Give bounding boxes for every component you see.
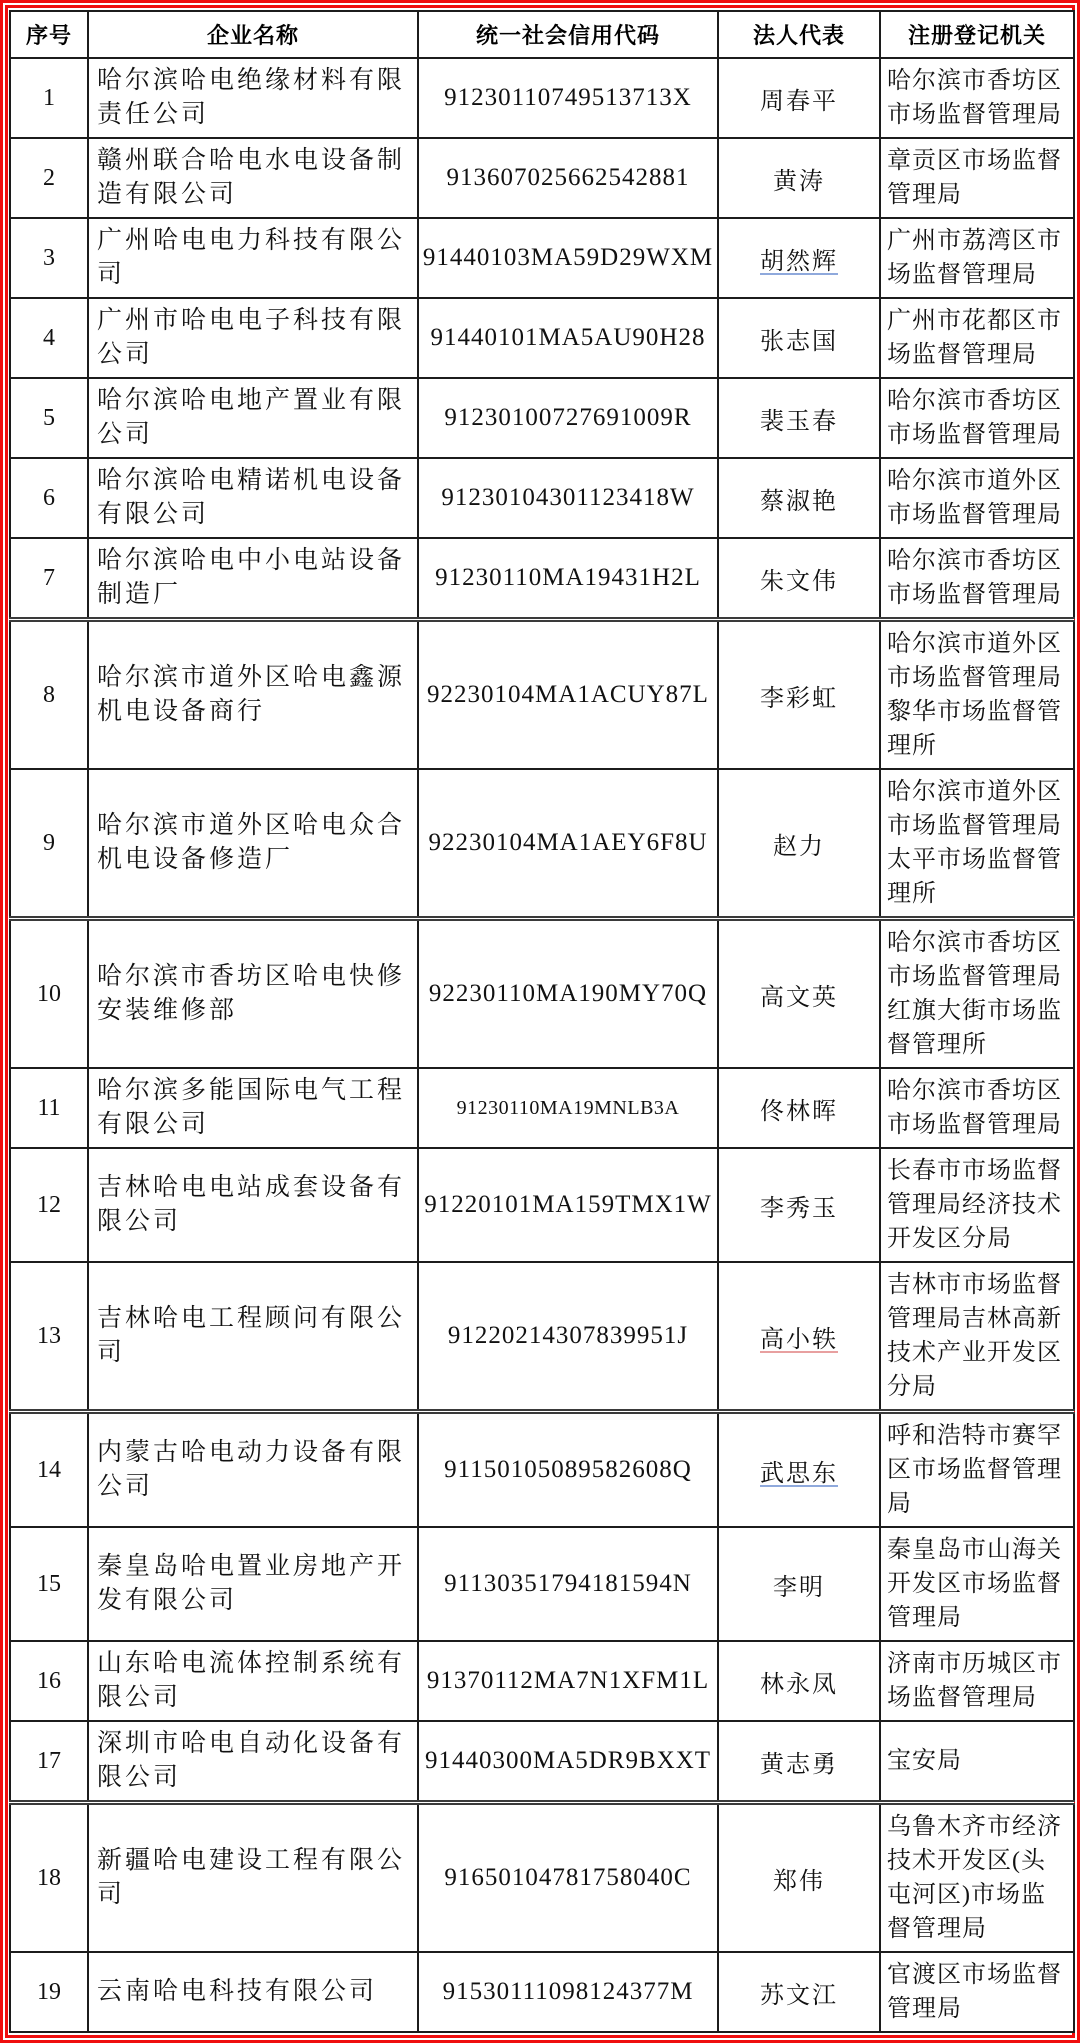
legal-rep-cell: 胡然辉	[718, 218, 880, 298]
serial-cell: 15	[10, 1527, 88, 1641]
authority-cell: 宝安局	[880, 1721, 1074, 1803]
legal-rep-cell: 高文英	[718, 919, 880, 1069]
authority-cell: 哈尔滨市香坊区市场监督管理局	[880, 378, 1074, 458]
header-row	[10, 11, 1074, 58]
company-name-cell: 新疆哈电建设工程有限公司	[88, 1803, 418, 1953]
table-row	[10, 1803, 1074, 1953]
credit-code-cell: 91440300MA5DR9BXXT	[418, 1721, 718, 1803]
company-name-cell: 广州哈电电力科技有限公司	[88, 218, 418, 298]
table-row	[10, 1412, 1074, 1528]
serial-cell: 10	[10, 919, 88, 1069]
header-serial: 序号	[10, 11, 88, 58]
legal-rep-cell: 张志国	[718, 298, 880, 378]
credit-code-cell: 91220101MA159TMX1W	[418, 1148, 718, 1262]
legal-rep-cell: 佟林晖	[718, 1068, 880, 1148]
credit-code-cell: 91230110MA19MNLB3A	[418, 1068, 718, 1148]
company-registry-table	[9, 10, 1075, 2033]
credit-code-cell: 91150105089582608Q	[418, 1412, 718, 1528]
authority-cell: 吉林市市场监督管理局吉林高新技术产业开发区分局	[880, 1262, 1074, 1412]
company-name-cell: 哈尔滨市道外区哈电众合机电设备修造厂	[88, 769, 418, 919]
table-row	[10, 378, 1074, 458]
header-authority: 注册登记机关	[880, 11, 1074, 58]
legal-rep-cell: 裴玉春	[718, 378, 880, 458]
legal-rep-cell: 黄志勇	[718, 1721, 880, 1803]
legal-rep-cell: 高小轶	[718, 1262, 880, 1412]
company-name-cell: 哈尔滨哈电地产置业有限公司	[88, 378, 418, 458]
authority-cell: 哈尔滨市道外区市场监督管理局太平市场监督管理所	[880, 769, 1074, 919]
serial-cell: 4	[10, 298, 88, 378]
authority-cell: 哈尔滨市香坊区市场监督管理局	[880, 538, 1074, 620]
serial-cell: 2	[10, 138, 88, 218]
company-name-cell: 赣州联合哈电水电设备制造有限公司	[88, 138, 418, 218]
company-name-cell: 哈尔滨多能国际电气工程有限公司	[88, 1068, 418, 1148]
serial-cell: 19	[10, 1952, 88, 2032]
table-row	[10, 1068, 1074, 1148]
serial-cell: 16	[10, 1641, 88, 1721]
legal-rep-cell: 周春平	[718, 58, 880, 138]
authority-cell: 章贡区市场监督管理局	[880, 138, 1074, 218]
credit-code-cell: 92230104MA1ACUY87L	[418, 620, 718, 770]
company-name-cell: 内蒙古哈电动力设备有限公司	[88, 1412, 418, 1528]
authority-cell: 哈尔滨市道外区市场监督管理局	[880, 458, 1074, 538]
company-name-cell: 哈尔滨哈电中小电站设备制造厂	[88, 538, 418, 620]
credit-code-cell: 91230110MA19431H2L	[418, 538, 718, 620]
table-row	[10, 769, 1074, 919]
serial-cell: 9	[10, 769, 88, 919]
serial-cell: 7	[10, 538, 88, 620]
credit-code-cell: 91230110749513713X	[418, 58, 718, 138]
serial-cell: 14	[10, 1412, 88, 1528]
company-name-cell: 哈尔滨哈电精诺机电设备有限公司	[88, 458, 418, 538]
legal-rep-cell: 郑伟	[718, 1803, 880, 1953]
legal-rep-cell: 李彩虹	[718, 620, 880, 770]
table-header	[10, 11, 1074, 58]
authority-cell: 哈尔滨市香坊区市场监督管理局	[880, 58, 1074, 138]
legal-rep-cell: 赵力	[718, 769, 880, 919]
table-row	[10, 1641, 1074, 1721]
table-row	[10, 218, 1074, 298]
table-row	[10, 298, 1074, 378]
credit-code-cell: 92230104MA1AEY6F8U	[418, 769, 718, 919]
company-name-cell: 哈尔滨市道外区哈电鑫源机电设备商行	[88, 620, 418, 770]
company-name-cell: 哈尔滨哈电绝缘材料有限责任公司	[88, 58, 418, 138]
legal-rep-cell: 李秀玉	[718, 1148, 880, 1262]
table-row	[10, 1148, 1074, 1262]
company-name-cell: 深圳市哈电自动化设备有限公司	[88, 1721, 418, 1803]
table-row	[10, 138, 1074, 218]
serial-cell: 18	[10, 1803, 88, 1953]
legal-rep-cell: 黄涛	[718, 138, 880, 218]
authority-cell: 哈尔滨市香坊区市场监督管理局红旗大街市场监督管理所	[880, 919, 1074, 1069]
authority-cell: 官渡区市场监督管理局	[880, 1952, 1074, 2032]
company-name-cell: 吉林哈电工程顾问有限公司	[88, 1262, 418, 1412]
legal-rep-cell: 苏文江	[718, 1952, 880, 2032]
header-legal-rep: 法人代表	[718, 11, 880, 58]
serial-cell: 5	[10, 378, 88, 458]
header-company: 企业名称	[88, 11, 418, 58]
authority-cell: 乌鲁木齐市经济技术开发区(头屯河区)市场监督管理局	[880, 1803, 1074, 1953]
credit-code-cell: 92230110MA190MY70Q	[418, 919, 718, 1069]
credit-code-cell: 91440103MA59D29WXM	[418, 218, 718, 298]
credit-code-cell: 91650104781758040C	[418, 1803, 718, 1953]
serial-cell: 13	[10, 1262, 88, 1412]
authority-cell: 呼和浩特市赛罕区市场监督管理局	[880, 1412, 1074, 1528]
credit-code-cell: 91440101MA5AU90H28	[418, 298, 718, 378]
serial-cell: 3	[10, 218, 88, 298]
table-row	[10, 58, 1074, 138]
legal-rep-cell: 武思东	[718, 1412, 880, 1528]
authority-cell: 哈尔滨市香坊区市场监督管理局	[880, 1068, 1074, 1148]
serial-cell: 8	[10, 620, 88, 770]
serial-cell: 6	[10, 458, 88, 538]
authority-cell: 长春市市场监督管理局经济技术开发区分局	[880, 1148, 1074, 1262]
authority-cell: 秦皇岛市山海关开发区市场监督管理局	[880, 1527, 1074, 1641]
authority-cell: 哈尔滨市道外区市场监督管理局黎华市场监督管理所	[880, 620, 1074, 770]
authority-cell: 广州市花都区市场监督管理局	[880, 298, 1074, 378]
legal-rep-cell: 蔡淑艳	[718, 458, 880, 538]
credit-code-cell: 91220214307839951J	[418, 1262, 718, 1412]
legal-rep-cell: 林永凤	[718, 1641, 880, 1721]
company-name-cell: 广州市哈电电子科技有限公司	[88, 298, 418, 378]
credit-code-cell: 91230104301123418W	[418, 458, 718, 538]
company-name-cell: 云南哈电科技有限公司	[88, 1952, 418, 2032]
table-row	[10, 620, 1074, 770]
table-row	[10, 1952, 1074, 2032]
authority-cell: 广州市荔湾区市场监督管理局	[880, 218, 1074, 298]
legal-rep-cell: 朱文伟	[718, 538, 880, 620]
authority-cell: 济南市历城区市场监督管理局	[880, 1641, 1074, 1721]
serial-cell: 1	[10, 58, 88, 138]
header-credit-code: 统一社会信用代码	[418, 11, 718, 58]
serial-cell: 12	[10, 1148, 88, 1262]
company-name-cell: 吉林哈电电站成套设备有限公司	[88, 1148, 418, 1262]
company-name-cell: 秦皇岛哈电置业房地产开发有限公司	[88, 1527, 418, 1641]
credit-code-cell: 913607025662542881	[418, 138, 718, 218]
serial-cell: 17	[10, 1721, 88, 1803]
credit-code-cell: 91370112MA7N1XFM1L	[418, 1641, 718, 1721]
serial-cell: 11	[10, 1068, 88, 1148]
company-name-cell: 山东哈电流体控制系统有限公司	[88, 1641, 418, 1721]
table-row	[10, 1262, 1074, 1412]
credit-code-cell: 91530111098124377M	[418, 1952, 718, 2032]
credit-code-cell: 91130351794181594N	[418, 1527, 718, 1641]
table-body	[10, 58, 1074, 2032]
table-row	[10, 458, 1074, 538]
company-name-cell: 哈尔滨市香坊区哈电快修安装维修部	[88, 919, 418, 1069]
table-row	[10, 1527, 1074, 1641]
table-row	[10, 919, 1074, 1069]
table-row	[10, 538, 1074, 620]
table-row	[10, 1721, 1074, 1803]
legal-rep-cell: 李明	[718, 1527, 880, 1641]
credit-code-cell: 91230100727691009R	[418, 378, 718, 458]
